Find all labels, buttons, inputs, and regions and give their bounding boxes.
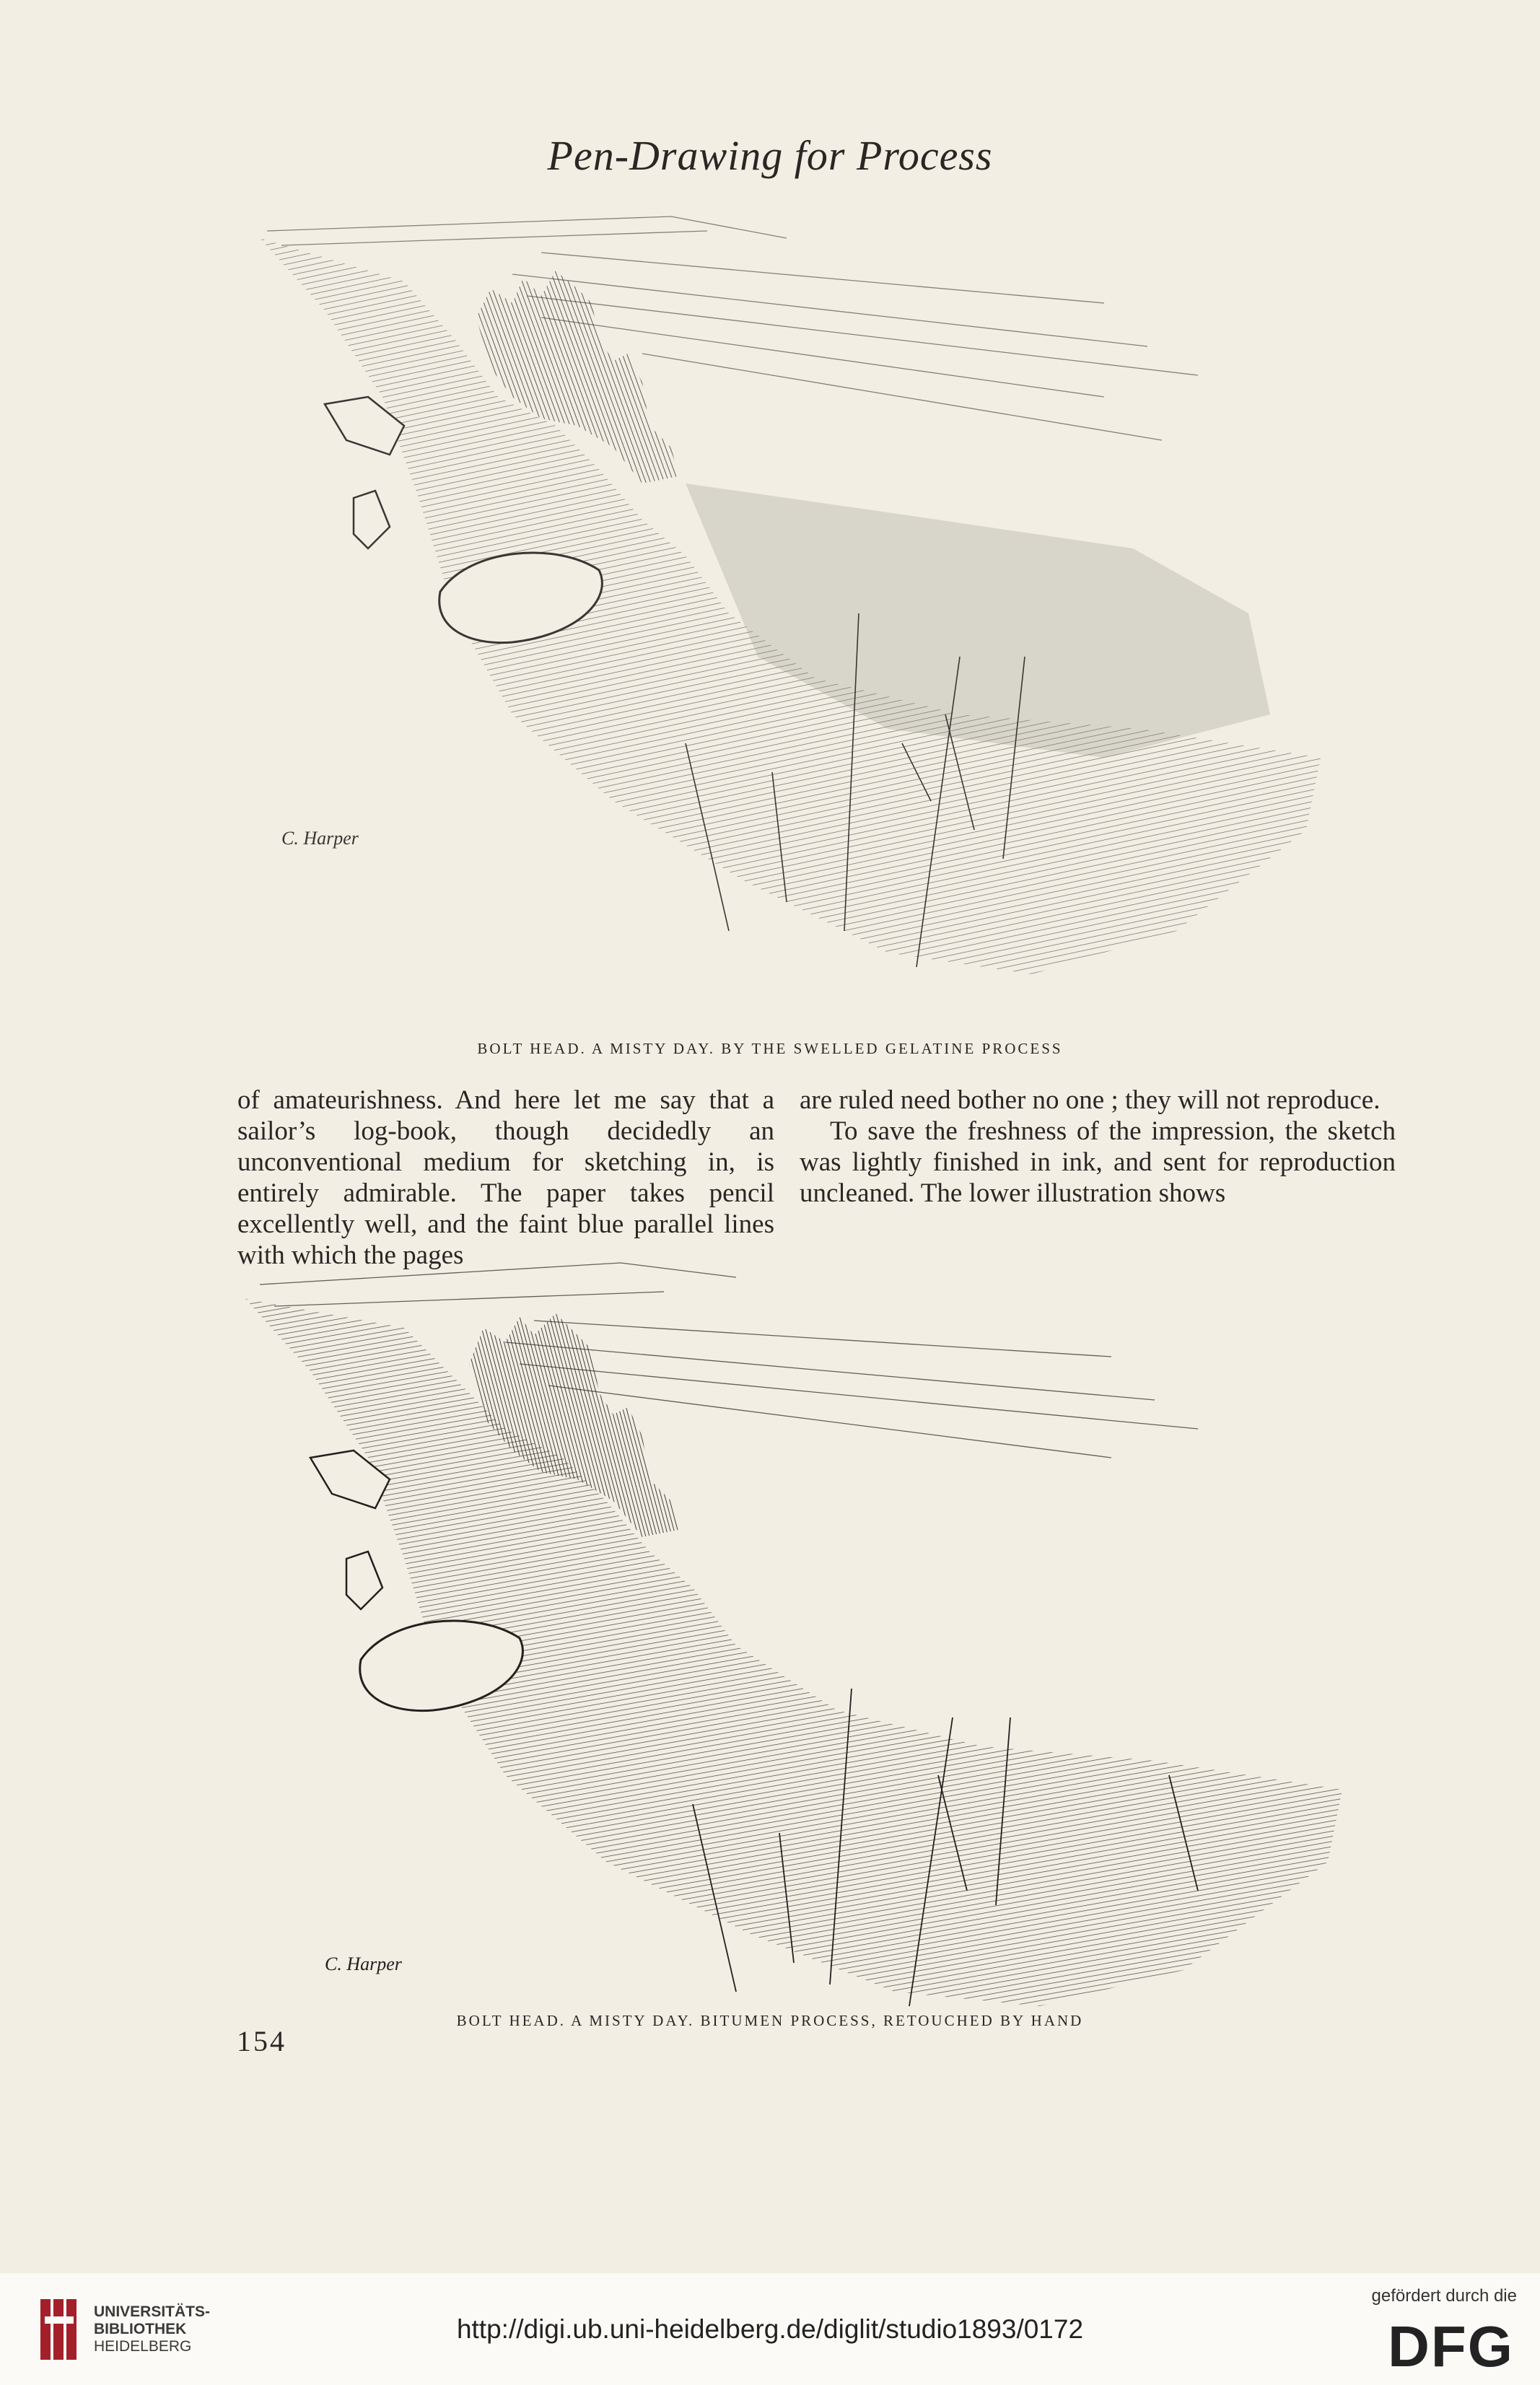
viewer-footer (0, 2273, 1540, 2385)
artist-signature: C. Harper (325, 1953, 402, 1974)
illustration-swelled-gelatine (238, 209, 1378, 1025)
paragraph: To save the freshness of the impression, the sketch was lightly finished in ink, and sent for reproduction uncleaned. The lower illustration shows (800, 1116, 1396, 1208)
funder-label: gefördert durch die (1371, 2286, 1517, 2306)
figure-caption-lower: BOLT HEAD. A MISTY DAY. BITUMEN PROCESS, RETOUCHED BY HAND (456, 2012, 1084, 2029)
library-line-1: UNIVERSITÄTS- (94, 2303, 211, 2320)
permalink[interactable]: http://digi.ub.uni-heidelberg.de/diglit/studio1893/0172 (456, 2314, 1084, 2344)
artist-signature: C. Harper (281, 828, 359, 849)
text-column-right (800, 1085, 1396, 1209)
text-column-left (237, 1085, 774, 1271)
dfg-logo: DFG (1388, 2314, 1514, 2379)
bolt-head-sketch-1 (238, 209, 1378, 1025)
paragraph: are ruled need bother no one ; they will not reproduce. (800, 1085, 1381, 1115)
page-number: 154 (237, 2025, 286, 2057)
library-line-2: BIBLIOTHEK (94, 2321, 187, 2337)
illustration-bitumen-process (231, 1256, 1386, 2021)
figure-caption-upper: BOLT HEAD. A MISTY DAY. BY THE SWELLED GELATINE PROCESS (477, 1040, 1063, 1057)
library-line-3: HEIDELBERG (94, 2338, 192, 2355)
running-head: Pen-Drawing for Process (547, 132, 993, 179)
bolt-head-sketch-2 (231, 1256, 1386, 2021)
paragraph: of amateurishness. And here let me say that a sailor’s log-book, though decidedly an unconventional medium for sketching in, is entirely admirable. The paper takes pencil excellently well, and the faint blue parallel lines with which the pages (237, 1085, 774, 1270)
